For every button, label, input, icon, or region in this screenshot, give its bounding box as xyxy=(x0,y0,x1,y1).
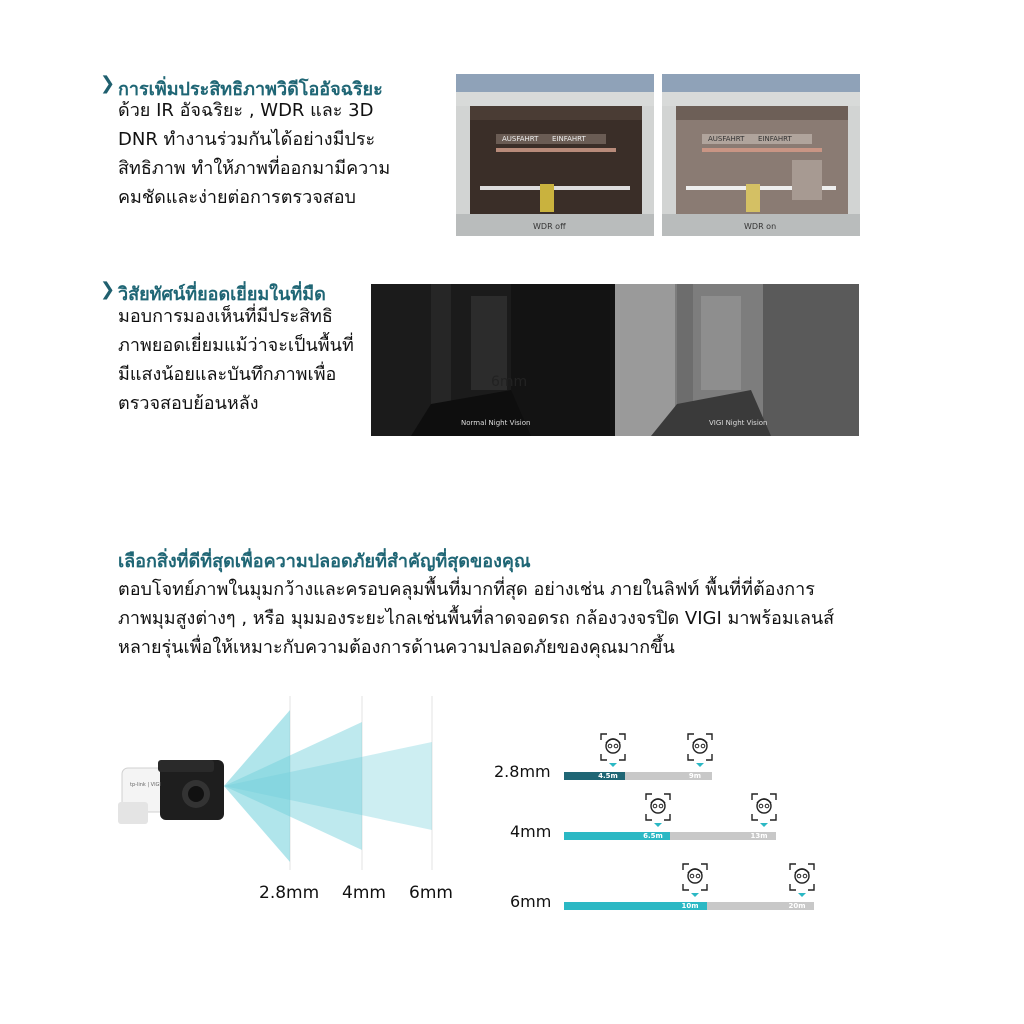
text-line: DNR ทำงานร่วมกันได้อย่างมีประ xyxy=(118,129,376,150)
bar-near-value: 10m xyxy=(681,902,699,910)
text-line: หลายรุ่นเพื่อให้เหมาะกับความต้องการด้านความปลอดภัยของคุณมากขึ้น xyxy=(118,637,675,658)
face-recognition-icon xyxy=(599,732,627,768)
sign-text: EINFAHRT xyxy=(552,135,586,143)
face-recognition-icon xyxy=(788,862,816,898)
text-line: ตรวจสอบย้อนหลัง xyxy=(118,393,259,414)
text-line: ด้วย IR อัจฉริยะ , WDR และ 3D xyxy=(118,100,374,121)
chevron-right-icon: ❯ xyxy=(100,279,116,300)
face-recognition-icon xyxy=(644,792,672,828)
feature-heading-night: วิสัยทัศน์ที่ยอดเยี่ยมในที่มืด xyxy=(118,284,326,305)
lens-label-2-8mm: 2.8mm xyxy=(259,883,320,903)
image-caption: VIGI Night Vision xyxy=(709,419,768,427)
feature-text-wdr xyxy=(118,96,438,212)
feature-text-night xyxy=(118,302,368,418)
section-text xyxy=(118,575,938,662)
text-line: ภาพมุมสูงต่างๆ , หรือ มุมมองระยะไกลเช่นพื้นที่ลาดจอดรถ กล้องวงจรปิด VIGI มาพร้อมเลนส์ xyxy=(118,608,835,629)
sign-text: EINFAHRT xyxy=(758,135,792,143)
lens-label-6mm: 6mm xyxy=(409,883,453,903)
bar-lens-label: 2.8mm xyxy=(494,762,551,781)
text-line: ภาพยอดเยี่ยมแม้ว่าจะเป็นพื้นที่ xyxy=(118,335,354,356)
sign-text: AUSFAHRT xyxy=(502,135,539,143)
overlay-label: 6mm xyxy=(491,374,528,390)
bar-far-value: 9m xyxy=(688,772,702,780)
night-vision-image xyxy=(371,284,859,436)
image-caption: Normal Night Vision xyxy=(461,419,531,427)
distance-chart xyxy=(490,720,830,920)
face-recognition-icon xyxy=(681,862,709,898)
chevron-right-icon: ❯ xyxy=(100,73,116,94)
lens-label-4mm: 4mm xyxy=(342,883,386,903)
bar-near-value: 6.5m xyxy=(643,832,663,840)
bar-near-value: 4.5m xyxy=(598,772,618,780)
bar-lens-label: 6mm xyxy=(510,892,552,911)
bar-lens-label: 4mm xyxy=(510,822,552,841)
image-caption: WDR on xyxy=(744,222,777,231)
text-line: ตอบโจทย์ภาพในมุมกว้างและครอบคลุมพื้นที่มากที่สุด อย่างเช่น ภายในลิฟท์ พื้นที่ที่ต้องการ xyxy=(118,579,815,600)
lens-fov-diagram xyxy=(100,690,460,910)
bar-far-value: 20m xyxy=(788,902,806,910)
image-caption: WDR off xyxy=(533,222,566,231)
face-recognition-icon xyxy=(750,792,778,828)
bar-far-value: 13m xyxy=(750,832,768,840)
face-recognition-icon xyxy=(686,732,714,768)
text-line: คมชัดและง่ายต่อการตรวจสอบ xyxy=(118,187,356,208)
wdr-on-image xyxy=(662,74,860,236)
text-line: สิทธิภาพ ทำให้ภาพที่ออกมามีความ xyxy=(118,158,391,179)
section-title: เลือกสิ่งที่ดีที่สุดเพื่อความปลอดภัยที่สำคัญที่สุดของคุณ xyxy=(118,551,531,572)
text-line: มีแสงน้อยและบันทึกภาพเพื่อ xyxy=(118,364,337,385)
text-line: มอบการมองเห็นที่มีประสิทธิ xyxy=(118,306,333,327)
feature-heading-wdr: การเพิ่มประสิทธิภาพวิดีโออัจฉริยะ xyxy=(118,79,383,100)
sign-text: AUSFAHRT xyxy=(708,135,745,143)
camera-brand: tp-link | VIGI xyxy=(130,782,161,788)
wdr-off-image xyxy=(456,74,654,236)
